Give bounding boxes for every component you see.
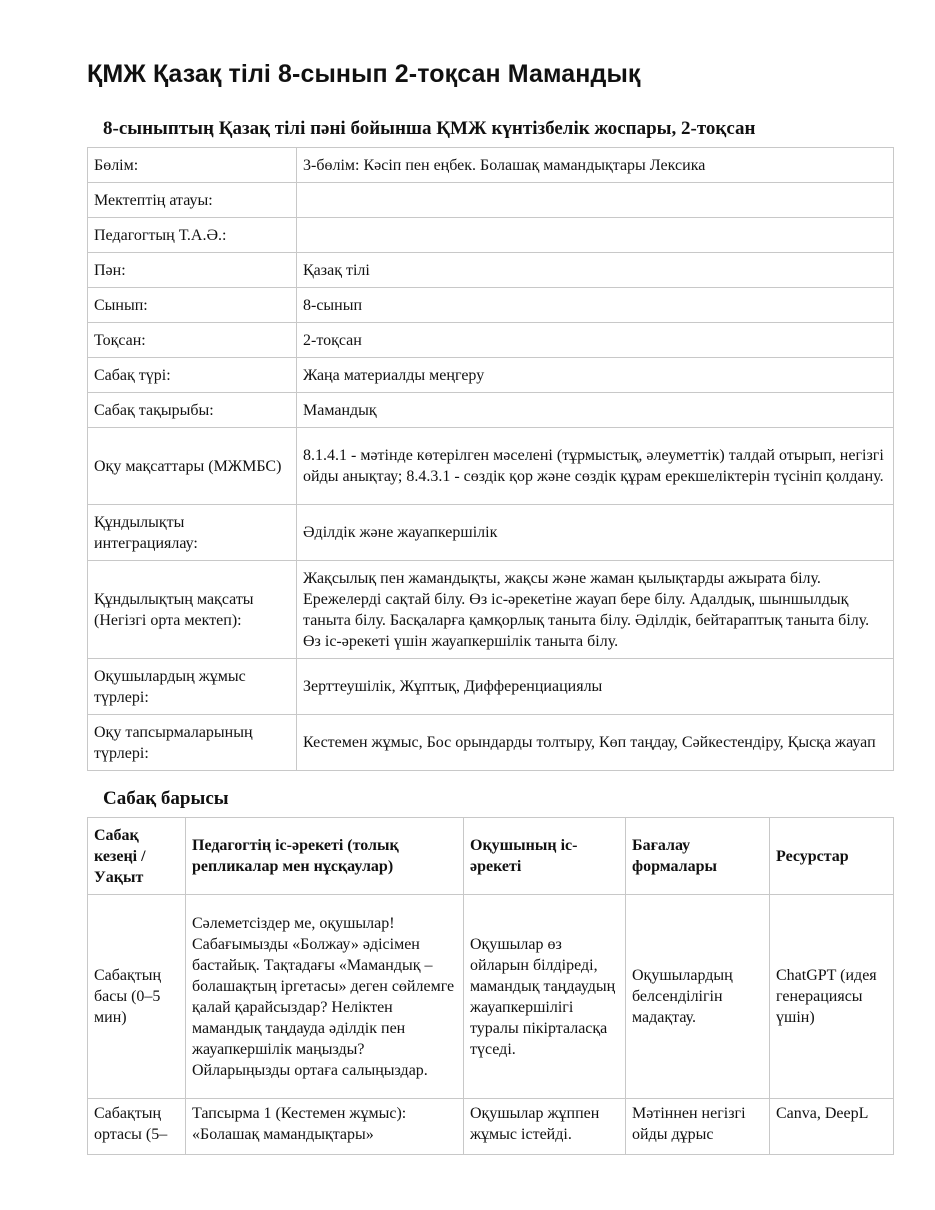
- info-value: 2-тоқсан: [297, 323, 894, 358]
- student-activity: Оқушылар жұппен жұмыс істейді.: [464, 1099, 626, 1155]
- info-label: Педагогтың Т.А.Ә.:: [88, 218, 297, 253]
- info-row-task-types: [88, 715, 894, 771]
- info-row-school: [88, 183, 894, 218]
- plan-subtitle: 8-сыныптың Қазақ тілі пәні бойынша ҚМЖ күнтізбелік жоспары, 2-тоқсан: [103, 118, 756, 139]
- lesson-progress-heading: Сабақ барысы: [103, 788, 229, 809]
- info-label: Оқу мақсаттары (МЖМБС): [88, 428, 297, 505]
- assessment-form: Мәтіннен негізгі ойды дұрыс: [626, 1099, 770, 1155]
- info-value: Жақсылық пен жамандықты, жақсы және жаман қылықтарды ажырата білу. Ережелерді сақтай білу. Өз іс-әрекетіне жауап бере білу. Адалдық, шыншылдық таныта білу. Басқаларға қамқорлық таныта білу. Әділдік, бейтараптық таныта білу. Өз іс-әрекеті үшін жауапкершілік таныта білу.: [297, 561, 894, 659]
- info-row-work-types: [88, 659, 894, 715]
- info-label: Тоқсан:: [88, 323, 297, 358]
- info-value: 3-бөлім: Кәсіп пен еңбек. Болашақ мамандықтары Лексика: [297, 148, 894, 183]
- header-teacher-activity: Педагогтің іс-әрекеті (толық репликалар мен нұсқаулар): [186, 818, 464, 895]
- info-row-section: [88, 148, 894, 183]
- info-label: Сабақ түрі:: [88, 358, 297, 393]
- info-label: Пән:: [88, 253, 297, 288]
- header-resources: Ресурстар: [770, 818, 894, 895]
- info-value: Зерттеушілік, Жұптық, Дифференциациялы: [297, 659, 894, 715]
- resources: Canva, DeepL: [770, 1099, 894, 1155]
- info-label: Сынып:: [88, 288, 297, 323]
- info-label: Құндылықты интеграциялау:: [88, 505, 297, 561]
- page-title: ҚМЖ Қазақ тілі 8-сынып 2-тоқсан Мамандық: [87, 60, 641, 88]
- info-label: Оқушылардың жұмыс түрлері:: [88, 659, 297, 715]
- info-row-grade: [88, 288, 894, 323]
- resources: ChatGPT (идея генерациясы үшін): [770, 895, 894, 1099]
- lesson-header-row: [88, 818, 894, 895]
- info-label: Сабақ тақырыбы:: [88, 393, 297, 428]
- info-value: Қазақ тілі: [297, 253, 894, 288]
- info-row-quarter: [88, 323, 894, 358]
- info-label: Оқу тапсырмаларының түрлері:: [88, 715, 297, 771]
- info-row-value-integration: [88, 505, 894, 561]
- student-activity: Оқушылар өз ойларын білдіреді, мамандық таңдаудың жауапкершілігі туралы пікірталасқа түседі.: [464, 895, 626, 1099]
- info-value: Жаңа материалды меңгеру: [297, 358, 894, 393]
- lesson-progress-table: [87, 817, 894, 1155]
- lesson-stage: Сабақтың ортасы (5–: [88, 1099, 186, 1155]
- info-row-value-goal: [88, 561, 894, 659]
- info-row-teacher: [88, 218, 894, 253]
- teacher-activity: Сәлеметсіздер ме, оқушылар! Сабағымызды «Болжау» әдісімен бастайық. Тақтадағы «Мамандық – болашақтың іргетасы» деген сөйлемге қалай қарайсыздар? Неліктен мамандық таңдауда әділдік пен жауапкершілік маңызды? Ойларыңызды ортаға салыңыздар.: [186, 895, 464, 1099]
- header-student-activity: Оқушының іс-әрекеті: [464, 818, 626, 895]
- info-label: Бөлім:: [88, 148, 297, 183]
- lesson-stage: Сабақтың басы (0–5 мин): [88, 895, 186, 1099]
- info-label: Мектептің атауы:: [88, 183, 297, 218]
- teacher-activity: Тапсырма 1 (Кестемен жұмыс): «Болашақ мамандықтары»: [186, 1099, 464, 1155]
- table-row: [88, 1099, 894, 1155]
- assessment-form: Оқушылардың белсенділігін мадақтау.: [626, 895, 770, 1099]
- info-value: 8.1.4.1 - мәтінде көтерілген мәселені (тұрмыстық, әлеуметтік) талдай отырып, негізгі ойды анықтау; 8.4.3.1 - сөздік қор және сөздік құрам ерекшеліктерін түсініп қолдану.: [297, 428, 894, 505]
- info-value: [297, 183, 894, 218]
- info-value: 8-сынып: [297, 288, 894, 323]
- info-row-lesson-type: [88, 358, 894, 393]
- info-value: Мамандық: [297, 393, 894, 428]
- table-row: [88, 895, 894, 1099]
- info-value: [297, 218, 894, 253]
- info-row-objectives: [88, 428, 894, 505]
- info-value: Әділдік және жауапкершілік: [297, 505, 894, 561]
- header-stage: Сабақ кезеңі / Уақыт: [88, 818, 186, 895]
- lesson-info-table: [87, 147, 894, 771]
- info-value: Кестемен жұмыс, Бос орындарды толтыру, Көп таңдау, Сәйкестендіру, Қысқа жауап: [297, 715, 894, 771]
- info-row-lesson-topic: [88, 393, 894, 428]
- info-label: Құндылықтың мақсаты (Негізгі орта мектеп):: [88, 561, 297, 659]
- header-assessment: Бағалау формалары: [626, 818, 770, 895]
- info-row-subject: [88, 253, 894, 288]
